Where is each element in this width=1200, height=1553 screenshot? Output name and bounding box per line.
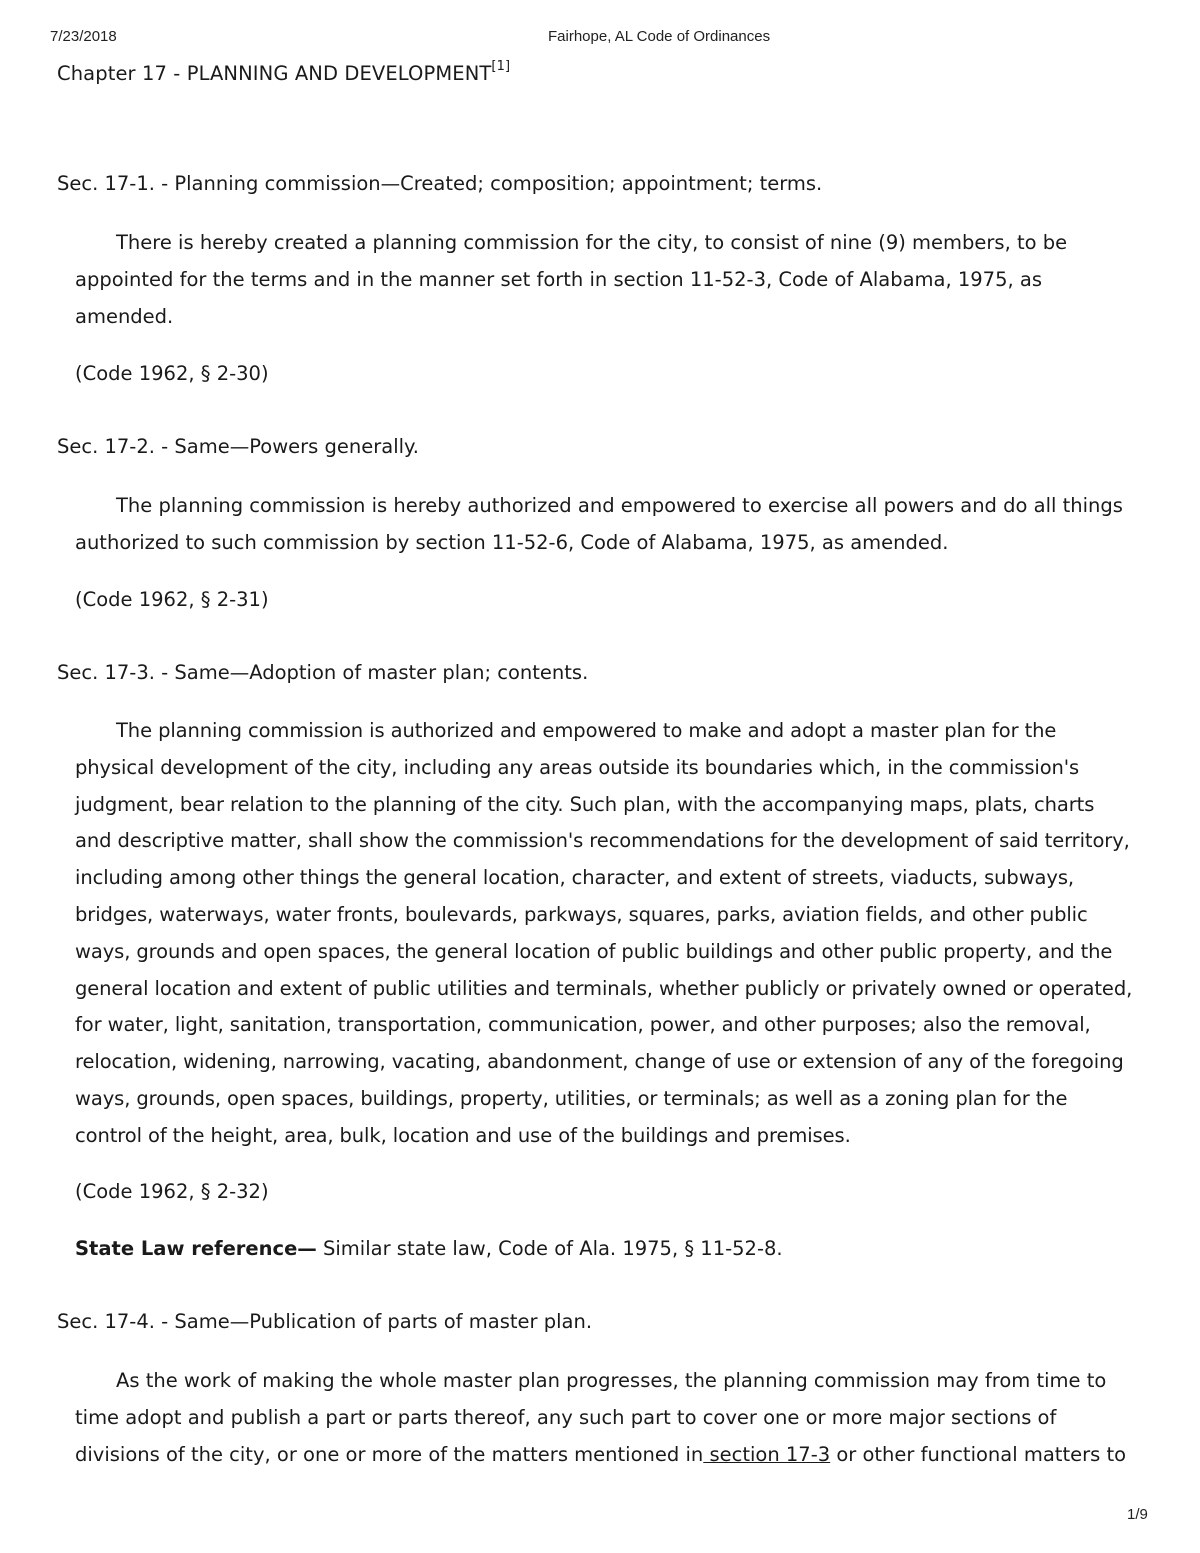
- print-document-title: Fairhope, AL Code of Ordinances: [548, 28, 771, 45]
- section-body-17-2: The planning commission is hereby authorized and empowered to exercise all powers and do all things authorized to such commission by section 11-52-6, Code of Alabama, 1975, as amended.: [75, 494, 1123, 554]
- chapter-title: [57, 58, 511, 85]
- state-law-text: Similar state law, Code of Ala. 1975, § 11-52-8.: [316, 1237, 783, 1260]
- section-17-3-link[interactable]: section 17-3: [703, 1442, 831, 1466]
- section-body-17-3: The planning commission is authorized and empowered to make and adopt a master plan for the physical development of the city, including any areas outside its boundaries which, in the commission's judgment, bear relation to the planning of the city. Such plan, with the accompanying maps, plats, charts and descriptive matter, shall show the commission's recommendations for the development of said territory, including among other things the general location, character, and extent of streets, viaducts, subways, bridges, waterways, water fronts, boulevards, parkways, squares, parks, aviation fields, and other public ways, grounds and open spaces, the general location of public buildings and other public property, and the general location and extent of public utilities and terminals, whether publicly or privately owned or operated, for water, light, sanitation, transportation, communication, power, and other purposes; also the removal, relocation, widening, narrowing, vacating, abandonment, change of use or extension of any of the foregoing ways, grounds, open spaces, buildings, property, utilities, or terminals; as well as a zoning plan for the control of the height, area, bulk, location and use of the buildings and premises.: [75, 719, 1133, 1147]
- section-heading-17-2: Sec. 17-2. - Same—Powers generally.: [57, 435, 420, 458]
- section-body-17-4-text: As the work of making the whole master plan progresses, the planning commission may from time to time adopt and publish a part or parts thereof, any such part to cover one or more major sections of divisions of the city, or one or more of the matters mentioned in: [75, 1369, 1107, 1466]
- section-heading-17-4: Sec. 17-4. - Same—Publication of parts of master plan.: [57, 1310, 593, 1333]
- section-heading-17-1: Sec. 17-1. - Planning commission—Created; composition; appointment; terms.: [57, 172, 823, 195]
- section-heading-17-3: Sec. 17-3. - Same—Adoption of master plan; contents.: [57, 661, 589, 684]
- section-body-17-4-continuation: or other functional matters to: [830, 1442, 1127, 1466]
- section-citation-17-1: (Code 1962, § 2-30): [75, 362, 269, 385]
- print-header: [0, 28, 1200, 48]
- state-law-reference: [75, 1237, 783, 1260]
- chapter-title-text: Chapter 17 - PLANNING AND DEVELOPMENT: [57, 62, 492, 85]
- page-number: 1/9: [1127, 1506, 1148, 1523]
- footnote-ref-link[interactable]: [1]: [491, 58, 511, 74]
- section-body-17-1: There is hereby created a planning commission for the city, to consist of nine (9) members, to be appointed for the terms and in the manner set forth in section 11-52-3, Code of Alabama, 1975, as amended.: [75, 231, 1068, 328]
- section-citation-17-2: (Code 1962, § 2-31): [75, 588, 269, 611]
- print-date: 7/23/2018: [50, 28, 117, 45]
- state-law-label: State Law reference—: [75, 1237, 317, 1260]
- section-citation-17-3: (Code 1962, § 2-32): [75, 1180, 269, 1203]
- section-body-17-4: [75, 1363, 1135, 1473]
